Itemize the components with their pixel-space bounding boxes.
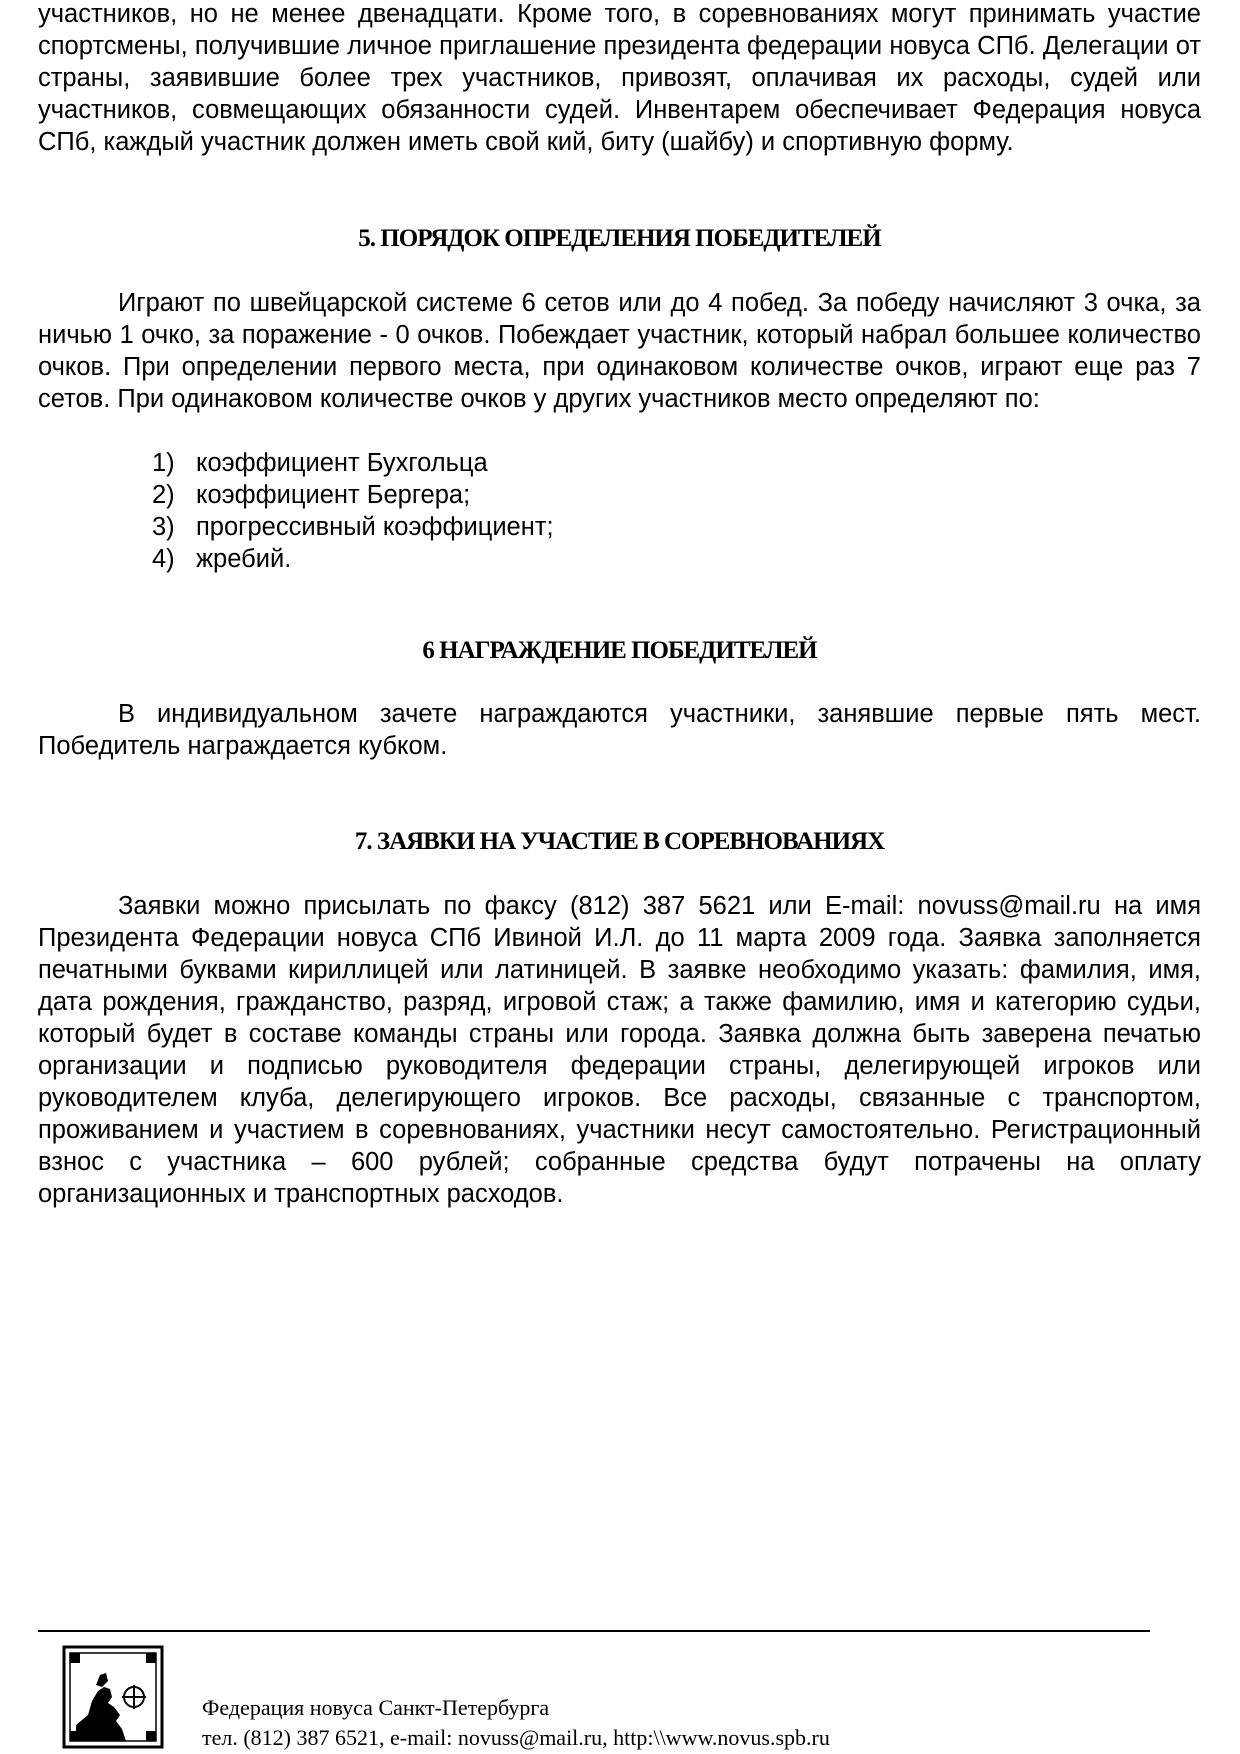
footer-contacts <box>202 1693 830 1753</box>
intro-paragraph: участников, но не менее двенадцати. Кроме того, в соревнованиях могут принимать участие спортсмены, получившие личное приглашение президента федерации новуса СПб. Делегации от страны, заявившие более трех участников, привозят, оплачивая их расходы, судей или участников, совмещающих обязанности судей. Инвентарем обеспечивает Федерация новуса СПб, каждый участник должен иметь свой кий, биту (шайбу) и спортивную форму. <box>38 0 1201 156</box>
list-item <box>152 543 1240 575</box>
novus-federation-logo-icon <box>62 1645 164 1749</box>
list-item <box>152 479 1240 511</box>
list-item <box>152 447 1240 479</box>
list-item-text: коэффициент Бухгольца <box>196 449 488 477</box>
list-item-text: коэффициент Бергера; <box>196 481 471 509</box>
section6-paragraph: В индивидуальном зачете награждаются участники, занявшие первые пять мест. Победитель награждается кубком. <box>38 700 1201 760</box>
section6-heading: 6 НАГРАЖДЕНИЕ ПОБЕДИТЕЛЕЙ <box>422 637 817 664</box>
footer-divider <box>38 1630 1150 1632</box>
section5-heading: 5. ПОРЯДОК ОПРЕДЕЛЕНИЯ ПОБЕДИТЕЛЕЙ <box>358 225 881 252</box>
list-item-text: жребий. <box>196 545 292 573</box>
tiebreak-list <box>38 447 1240 575</box>
list-item-number: 1) <box>152 449 175 477</box>
list-item-text: прогрессивный коэффициент; <box>196 513 554 541</box>
footer-contact-line: тел. (812) 387 6521, e-mail: novuss@mail.ru, http:\\www.novus.spb.ru <box>202 1725 830 1750</box>
list-item-number: 3) <box>152 513 175 541</box>
list-item-number: 2) <box>152 481 175 509</box>
section7-heading: 7. ЗАЯВКИ НА УЧАСТИЕ В СОРЕВНОВАНИЯХ <box>354 828 885 855</box>
footer-organization: Федерация новуса Санкт-Петербурга <box>202 1695 550 1720</box>
list-item <box>152 511 1240 543</box>
list-item-number: 4) <box>152 545 175 573</box>
section7-paragraph: Заявки можно присылать по факсу (812) 387 5621 или E-mail: novuss@mail.ru на имя Президента Федерации новуса СПб Ивиной И.Л. до 11 марта 2009 года. Заявка заполняется печатными буквами кириллицей или латиницей. В заявке необходимо указать: фамилия, имя, дата рождения, гражданство, разряд, игровой стаж; а также фамилию, имя и категорию судьи, который будет в составе команды страны или города. Заявка должна быть заверена печатью организации и подписью руководителя федерации страны, делегирующей игроков или руководителем клуба, делегирующего игроков. Все расходы, связанные с транспортом, проживанием и участием в соревнованиях, участники несут самостоятельно. Регистрационный взнос с участника – 600 рублей; собранные средства будут потрачены на оплату организационных и транспортных расходов. <box>38 892 1201 1208</box>
section5-paragraph: Играют по швейцарской системе 6 сетов или до 4 побед. За победу начисляют 3 очка, за ничью 1 очко, за поражение - 0 очков. Побеждает участник, который набрал большее количество очков. При определении первого места, при одинаковом количестве очков, играют еще раз 7 сетов. При одинаковом количестве очков у других участников место определяют по: <box>38 289 1201 413</box>
